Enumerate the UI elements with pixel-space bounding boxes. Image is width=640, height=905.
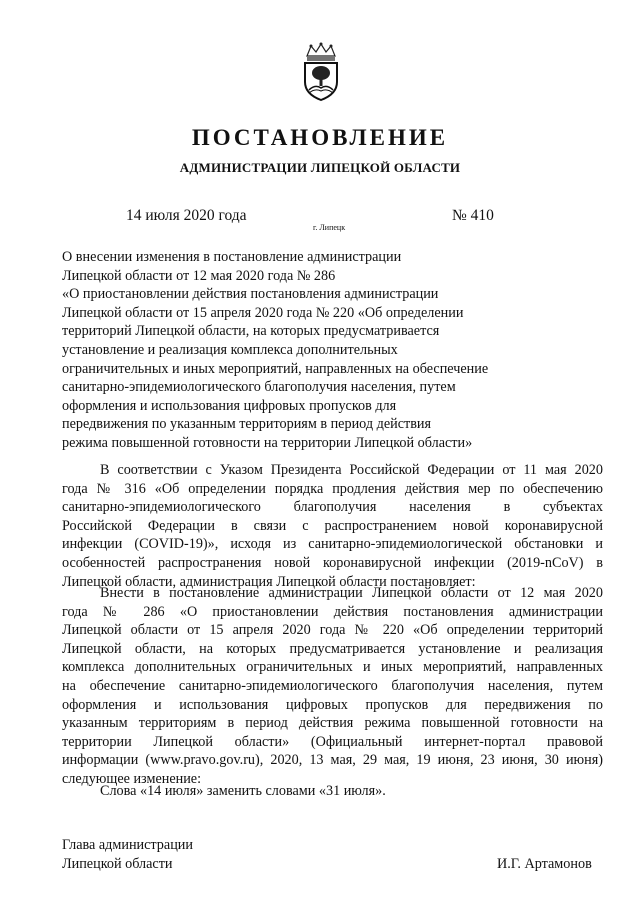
paragraph-line: следующее изменение: bbox=[62, 770, 202, 787]
body-paragraph-change: Слова «14 июля» заменить словами «31 июля». bbox=[100, 783, 386, 799]
document-title: ПОСТАНОВЛЕНИЕ bbox=[191, 125, 449, 150]
subject-line: О внесении изменения в постановление администрации bbox=[62, 249, 402, 265]
body-paragraph-preamble bbox=[62, 461, 603, 591]
signature-region: Липецкой области bbox=[62, 856, 173, 872]
paragraph-line: комплекса дополнительных ограничительных и иных мероприятий, направленных bbox=[62, 659, 603, 676]
paragraph-line: года № 286 «О приостановлении действия постановления администрации bbox=[62, 603, 603, 620]
subject-line: Липецкой области от 15 апреля 2020 года № 220 «Об определении bbox=[62, 304, 464, 321]
paragraph-line: территории Липецкой области» (Официальный интернет-портал правовой bbox=[62, 733, 603, 750]
paragraph-line: Липецкой области от 15 апреля 2020 года № 220 «Об определении территорий bbox=[62, 622, 603, 639]
paragraph-line: информации (www.pravo.gov.ru), 2020, 13 мая, 29 мая, 19 июня, 23 июня, 30 июня) bbox=[62, 752, 603, 769]
signature-name: И.Г. Артамонов bbox=[497, 856, 592, 872]
subject-line: территорий Липецкой области, на которых предусматривается bbox=[62, 323, 440, 340]
subject-line: передвижения по указанным территориям в период действия bbox=[62, 416, 432, 433]
signature-position: Глава администрации bbox=[62, 837, 193, 853]
document-number: № 410 bbox=[452, 207, 494, 224]
paragraph-line: Липецкой области, на которых предусматривается установление и реализация bbox=[62, 640, 603, 657]
paragraph-line: года № 316 «Об определении порядка продления действия мер по обеспечению bbox=[62, 480, 603, 497]
subject-line: Липецкой области от 12 мая 2020 года № 286 bbox=[62, 267, 336, 284]
paragraph-line: Внести в постановление администрации Липецкой области от 12 мая 2020 bbox=[100, 585, 603, 601]
paragraph-line: инфекции (COVID-19)», исходя из санитарно-эпидемиологической обстановки и bbox=[62, 536, 603, 553]
subject-line: санитарно-эпидемиологического благополучия населения, путем bbox=[62, 379, 456, 396]
document-city: г. Липецк bbox=[313, 223, 346, 232]
paragraph-line: особенностей распространения новой коронавирусной инфекции (2019-nCoV) в bbox=[62, 554, 603, 571]
coat-of-arms-icon bbox=[297, 42, 345, 104]
body-paragraph-amendment bbox=[62, 584, 603, 789]
paragraph-line: санитарно-эпидемиологического благополучия населения в субъектах bbox=[62, 499, 603, 516]
document-subtitle: АДМИНИСТРАЦИИ ЛИПЕЦКОЙ ОБЛАСТИ bbox=[179, 160, 461, 175]
subject-line: ограничительных и иных мероприятий, направленных на обеспечение bbox=[62, 360, 489, 377]
subject-line: установление и реализация комплекса дополнительных bbox=[62, 341, 398, 358]
subject-line: режима повышенной готовности на территории Липецкой области» bbox=[62, 434, 473, 451]
paragraph-line: В соответствии с Указом Президента Российской Федерации от 11 мая 2020 bbox=[100, 462, 603, 478]
document-subject bbox=[62, 248, 532, 453]
subject-line: «О приостановлении действия постановления администрации bbox=[62, 286, 439, 303]
paragraph-line: Российской Федерации в связи с распространением новой коронавирусной bbox=[62, 517, 603, 534]
subject-line: оформления и использования цифровых пропусков для bbox=[62, 397, 397, 414]
paragraph-line: оформления и использования цифровых пропусков для передвижения по bbox=[62, 696, 603, 713]
paragraph-line: на обеспечение санитарно-эпидемиологического благополучия населения, путем bbox=[62, 677, 603, 694]
paragraph-line: Липецкой области, администрация Липецкой области постановляет: bbox=[62, 573, 476, 590]
document-date: 14 июля 2020 года bbox=[126, 207, 247, 224]
paragraph-line: указанным территориям в период действия режима повышенной готовности на bbox=[62, 715, 603, 732]
